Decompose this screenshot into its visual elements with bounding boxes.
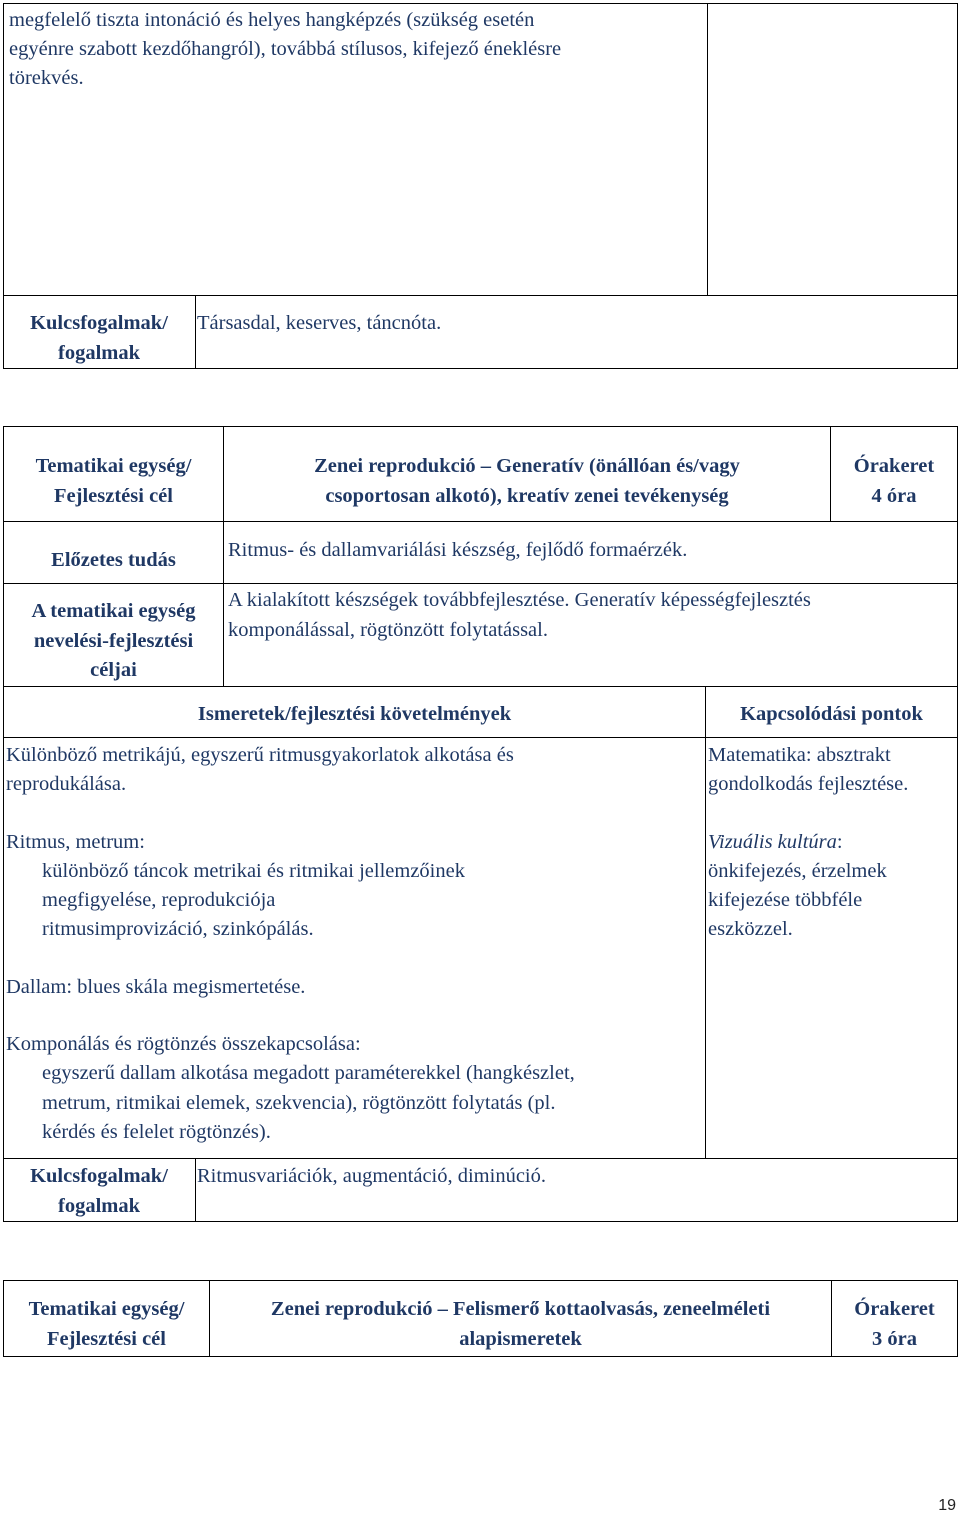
kulcsfogalmak-label: Kulcsfogalmak/ fogalmak	[30, 312, 168, 364]
kulcsfogalmak-label: Kulcsfogalmak/ fogalmak	[30, 1165, 168, 1217]
kapcsolodasi-header: Kapcsolódási pontok	[740, 703, 923, 725]
ism-item-1: Különböző metrikájú, egyszerű ritmusgyakorlatok alkotása és reprodukálása.	[6, 744, 514, 796]
orakeret-label: Órakeret	[853, 455, 935, 477]
kap-item-1: Matematika: absztrakt gondolkodás fejlesztése.	[708, 744, 909, 796]
unit-title: Zenei reprodukció – Generatív (önállóan és/vagy csoportosan alkotó), kreatív zenei tevékenység	[314, 455, 740, 507]
ism-item-3: Dallam: blues skála megismertetése.	[6, 975, 306, 998]
orakeret-cell	[832, 1295, 957, 1354]
celok-label: A tematikai egység nevelési-fejlesztési céljai	[31, 600, 196, 681]
orakeret-value: 3 óra	[872, 1327, 917, 1350]
orakeret-value: 4 óra	[871, 484, 917, 507]
celok-value: A kialakított készségek továbbfejlesztése. Generatív képességfejlesztés komponálással, rögtönzött folytatással.	[228, 589, 811, 641]
text-line: egyénre szabott kezdőhangról), továbbá stílusos, kifejező éneklésre	[9, 38, 562, 60]
elozetes-tudas-label: Előzetes tudás	[51, 549, 176, 571]
text-line: törekvés.	[9, 67, 84, 89]
ism-item-4: Komponálás és rögtönzés összekapcsolása: egyszerű dallam alkotása megadott paraméterekkel (hangkészlet, metrum, ritmikai elemek, szekvencia), rögtönzött folytatás (pl. kérdés és felelet rögtönzés).	[6, 1033, 575, 1143]
top-fragment-text	[9, 6, 561, 93]
elozetes-tudas-value: Ritmus- és dallamvariálási készség, fejlődő formaérzék.	[228, 539, 688, 561]
unit-label: Tematikai egység/ Fejlesztési cél	[35, 455, 192, 507]
page-number: 19	[938, 1497, 956, 1514]
orakeret-label: Órakeret	[854, 1298, 935, 1320]
unit-label: Tematikai egység/ Fejlesztési cél	[28, 1298, 185, 1350]
ismeretek-content	[6, 741, 575, 1147]
kapcsolodasi-content	[708, 741, 908, 945]
kulcsfogalmak-value: Társasdal, keserves, táncnóta.	[197, 312, 442, 334]
kap-item-2: Vizuális kultúra: önkifejezés, érzelmek kifejezése többféle eszközzel.	[708, 830, 887, 941]
text-line: megfelelő tiszta intonáció és helyes hangképzés (szükség esetén	[9, 9, 535, 31]
unit-title: Zenei reprodukció – Felismerő kottaolvasás, zeneelméleti alapismeretek	[270, 1298, 771, 1350]
ism-item-2: Ritmus, metrum: különböző táncok metrikai és ritmikai jellemzőinek megfigyelése, reprodukciója ritmusimprovizáció, szinkópálás.	[6, 830, 465, 941]
orakeret-cell	[831, 452, 957, 511]
kulcsfogalmak-value: Ritmusvariációk, augmentáció, diminúció.	[197, 1165, 546, 1187]
ismeretek-header: Ismeretek/fejlesztési követelmények	[197, 703, 512, 725]
